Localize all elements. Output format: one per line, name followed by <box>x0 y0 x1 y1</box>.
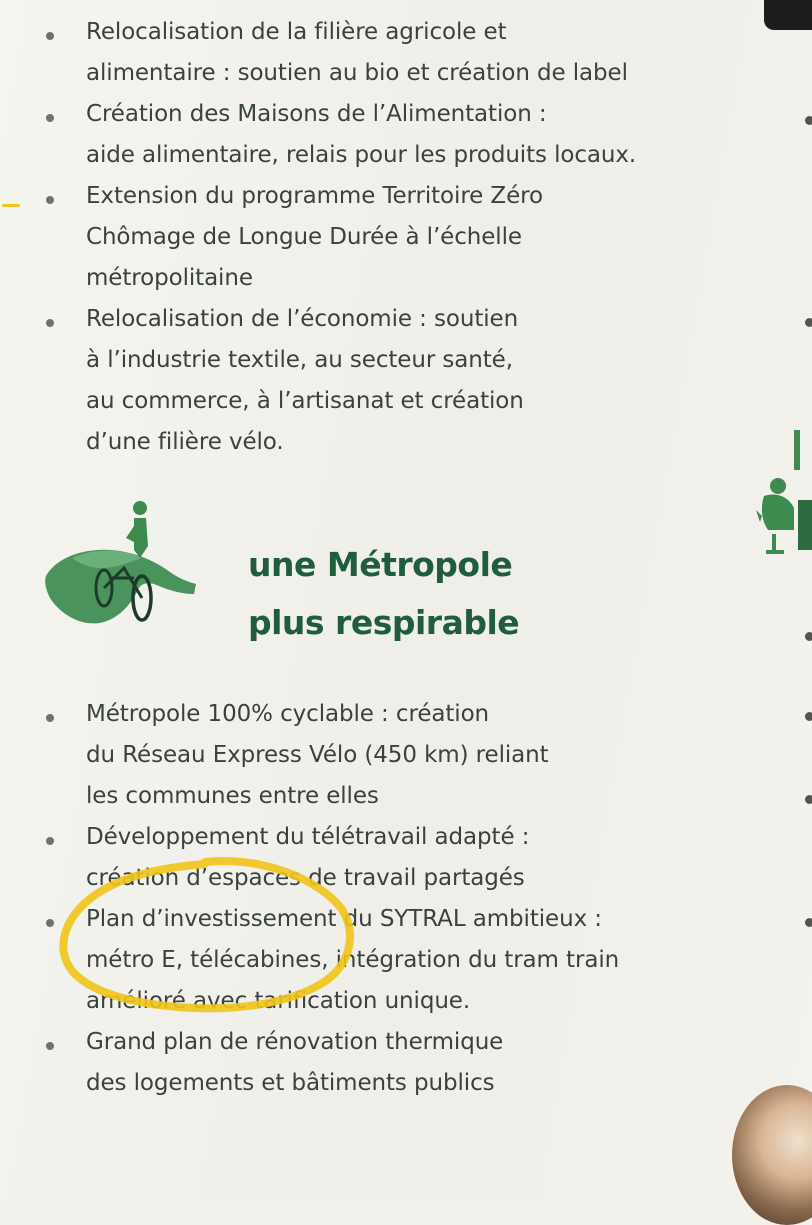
list-item-line: Chômage de Longue Durée à l’échelle <box>86 224 522 250</box>
list-item-line: au commerce, à l’artisanat et création <box>86 388 524 414</box>
bullet-icon <box>46 837 54 845</box>
list-item-line: les communes entre elles <box>86 783 379 809</box>
bullet-icon <box>46 714 54 722</box>
list-item-line: création d’espaces de travail partagés <box>86 865 525 891</box>
list-item-line: métro E, télécabines, intégration du tram train <box>86 947 620 973</box>
bullet-icon <box>46 919 54 927</box>
list-item-line: à l’industrie textile, au secteur santé, <box>86 347 513 373</box>
list-item-line: d’une filière vélo. <box>86 429 284 455</box>
list-item-line: Relocalisation de l’économie : soutien <box>86 306 519 332</box>
cyclist-hand-icon <box>42 498 202 634</box>
right-column-bullet <box>805 318 812 327</box>
highlight-circle-annotation <box>55 850 375 1030</box>
top-corner-tab <box>764 0 812 30</box>
list-item-line: Plan d’investissement du SYTRAL ambitieux : <box>86 906 602 932</box>
right-column-bullet <box>805 712 812 721</box>
bullet-icon <box>46 114 54 122</box>
section-title-line: plus respirable <box>248 603 520 642</box>
bullet-icon <box>46 32 54 40</box>
list-item-line: Métropole 100% cyclable : création <box>86 701 490 727</box>
list-item-line: métropolitaine <box>86 265 253 291</box>
margin-highlight-mark <box>2 204 20 207</box>
profile-photo-fragment <box>732 1085 812 1225</box>
bullet-icon <box>46 1042 54 1050</box>
section-title-line: une Métropole <box>248 545 513 584</box>
list-item-line: du Réseau Express Vélo (450 km) reliant <box>86 742 549 768</box>
list-item-line: Création des Maisons de l’Alimentation : <box>86 101 547 127</box>
list-item-line: alimentaire : soutien au bio et création de label <box>86 60 628 86</box>
list-item-line: Développement du télétravail adapté : <box>86 824 530 850</box>
right-column-bullet <box>805 795 812 804</box>
right-column-bullet <box>805 632 812 641</box>
list-item-line: Grand plan de rénovation thermique <box>86 1029 504 1055</box>
workstation-icon-fragment <box>754 430 812 560</box>
right-column-bullet <box>805 918 812 927</box>
bullet-icon <box>46 319 54 327</box>
list-item-line: amélioré avec tarification unique. <box>86 988 471 1014</box>
right-column-bullet <box>805 116 812 125</box>
list-item-line: des logements et bâtiments publics <box>86 1070 495 1096</box>
list-item-line: Relocalisation de la filière agricole et <box>86 19 507 45</box>
list-item-line: Extension du programme Territoire Zéro <box>86 183 543 209</box>
bullet-icon <box>46 196 54 204</box>
list-item-line: aide alimentaire, relais pour les produits locaux. <box>86 142 637 168</box>
